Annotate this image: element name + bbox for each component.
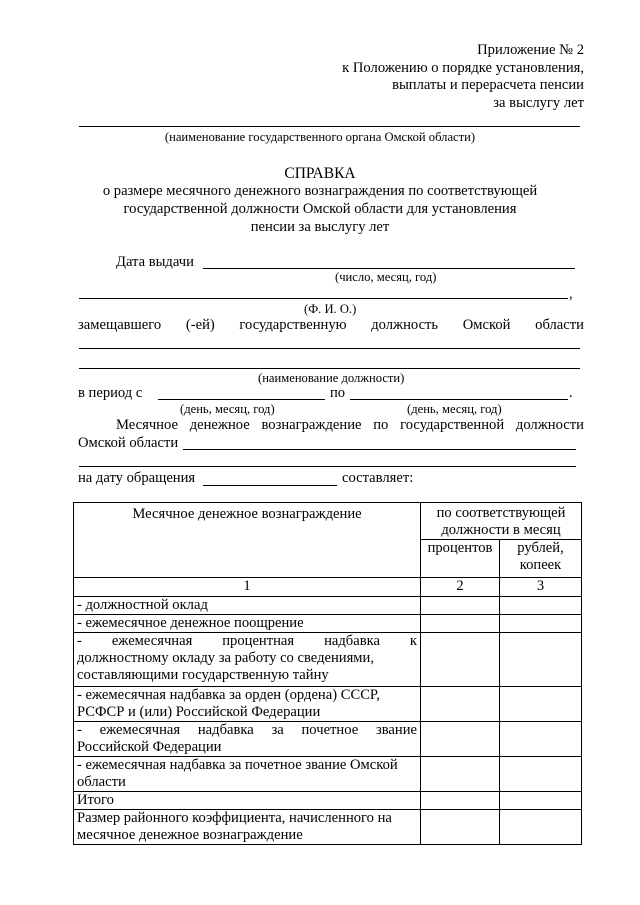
row-label (74, 722, 421, 757)
row-label-line: РСФСР и (или) Российской Федерации (77, 704, 321, 720)
row-label: Итого (74, 792, 421, 810)
row-label: - должностной оклад (74, 597, 421, 615)
position-field-line[interactable] (79, 368, 580, 369)
organ-caption: (наименование государственного органа Омской области) (164, 130, 476, 144)
reward-table (73, 502, 582, 845)
header-group (421, 503, 582, 540)
appendix-line: Приложение № 2 (477, 42, 584, 58)
rubles-cell[interactable] (500, 687, 582, 722)
percent-cell[interactable] (421, 633, 500, 687)
rubles-cell[interactable] (500, 792, 582, 810)
header-percent: процентов (421, 540, 500, 578)
rubles-cell[interactable] (500, 810, 582, 845)
word: процентная (222, 633, 295, 649)
appendix-line: к Положению о порядке установления, (342, 59, 584, 76)
percent-cell[interactable] (421, 810, 500, 845)
row-label (74, 757, 421, 792)
title-line: пенсии за выслугу лет (250, 219, 390, 235)
period-to-caption: (день, месяц, год) (407, 402, 502, 416)
reward-field-line[interactable] (183, 449, 576, 450)
percent-cell[interactable] (421, 597, 500, 615)
word: ежемесячная (99, 722, 181, 738)
word: (-ей) (185, 317, 215, 333)
column-number: 1 (74, 578, 421, 597)
table-row (74, 633, 582, 687)
header-rubles-line: копеек (519, 557, 562, 573)
word: вознаграждение (261, 417, 362, 433)
period-to-field[interactable] (350, 399, 568, 400)
word: за (271, 722, 284, 738)
table-row (74, 792, 582, 810)
period-dot: . (569, 385, 573, 401)
header-reward-text: Месячное денежное вознаграждение (132, 506, 362, 522)
date-caption: (число, месяц, год) (335, 270, 437, 284)
column-number: 3 (500, 578, 582, 597)
row-label (74, 633, 421, 687)
request-date-field[interactable] (203, 485, 337, 486)
word: Омской (462, 317, 511, 333)
period-from-field[interactable] (158, 399, 325, 400)
period-to-label: по (330, 385, 346, 401)
position-statement (78, 317, 584, 334)
title-line: о размере месячного денежного вознаграждения по соответствующей (102, 183, 538, 199)
column-number: 2 (421, 578, 500, 597)
row-label-line: Российской Федерации (77, 739, 222, 755)
word: замещавшего (78, 317, 162, 333)
word: государственную (239, 317, 347, 333)
table-row (74, 722, 582, 757)
request-date-suffix: составляет: (342, 470, 414, 486)
appendix-line: за выслугу лет (493, 94, 584, 111)
row-label-line: Размер районного коэффициента, начисленного на (77, 810, 392, 826)
row-label-line: должностному окладу за работу со сведениями, (77, 650, 374, 666)
position-caption: (наименование должности) (258, 371, 405, 385)
row-label-line: - ежемесячная надбавка за орден (ордена) СССР, (77, 687, 380, 703)
word: области (535, 317, 584, 333)
rubles-cell[interactable] (500, 615, 582, 633)
percent-cell[interactable] (421, 615, 500, 633)
rubles-cell[interactable] (500, 722, 582, 757)
organ-name-line[interactable] (79, 126, 580, 127)
word: по (373, 417, 389, 433)
word: - (77, 722, 82, 738)
header-group-line: должности в месяц (441, 522, 561, 538)
header-rubles-line: рублей, (517, 540, 564, 556)
row-label-line: области (77, 774, 126, 790)
row-label (74, 687, 421, 722)
header-reward (74, 503, 421, 578)
header-rubles (500, 540, 582, 578)
table-row (74, 597, 582, 615)
word: к (409, 633, 417, 649)
appendix-line: выплаты и перерасчета пенсии (392, 77, 584, 93)
row-label-line (77, 722, 417, 739)
period-from-label: в период с (78, 385, 143, 401)
percent-cell[interactable] (421, 722, 500, 757)
word: Месячное (116, 417, 178, 433)
date-field-line[interactable] (203, 268, 575, 269)
fio-comma: , (569, 286, 573, 302)
date-label: Дата выдачи (116, 254, 194, 270)
fio-field-line[interactable] (79, 298, 568, 299)
word: ежемесячная (111, 633, 193, 649)
appendix-header (342, 42, 584, 112)
word: денежное (189, 417, 250, 433)
row-label-line (77, 633, 417, 650)
fio-caption: (Ф. И. О.) (304, 302, 357, 316)
reward-field-line[interactable] (79, 466, 576, 467)
row-label: - ежемесячное денежное поощрение (74, 615, 421, 633)
row-label-line: месячное денежное вознаграждение (77, 827, 303, 843)
table-row (74, 687, 582, 722)
row-label-line: составляющими государственную тайну (77, 667, 329, 683)
rubles-cell[interactable] (500, 597, 582, 615)
rubles-cell[interactable] (500, 633, 582, 687)
row-label (74, 810, 421, 845)
word: должности (515, 417, 584, 433)
table-row (74, 757, 582, 792)
word: надбавка (324, 633, 380, 649)
table-row (74, 810, 582, 845)
reward-statement (116, 417, 584, 434)
percent-cell[interactable] (421, 757, 500, 792)
position-field-line[interactable] (79, 348, 580, 349)
request-date-label: на дату обращения (78, 470, 196, 486)
percent-cell[interactable] (421, 792, 500, 810)
word: должность (371, 317, 439, 333)
document-title: СПРАВКА (284, 165, 356, 182)
period-from-caption: (день, месяц, год) (180, 402, 275, 416)
percent-cell[interactable] (421, 687, 500, 722)
header-group-line: по соответствующей (436, 505, 566, 521)
table-row (74, 615, 582, 633)
reward-line2: Омской области (78, 435, 179, 451)
word: почетное (301, 722, 359, 738)
word: государственной (400, 417, 505, 433)
title-line: государственной должности Омской области для установления (123, 201, 517, 217)
word: звание (375, 722, 417, 738)
word: - (77, 633, 82, 649)
row-label-line: - ежемесячная надбавка за почетное звание Омской (77, 757, 398, 773)
word: надбавка (197, 722, 254, 738)
rubles-cell[interactable] (500, 757, 582, 792)
